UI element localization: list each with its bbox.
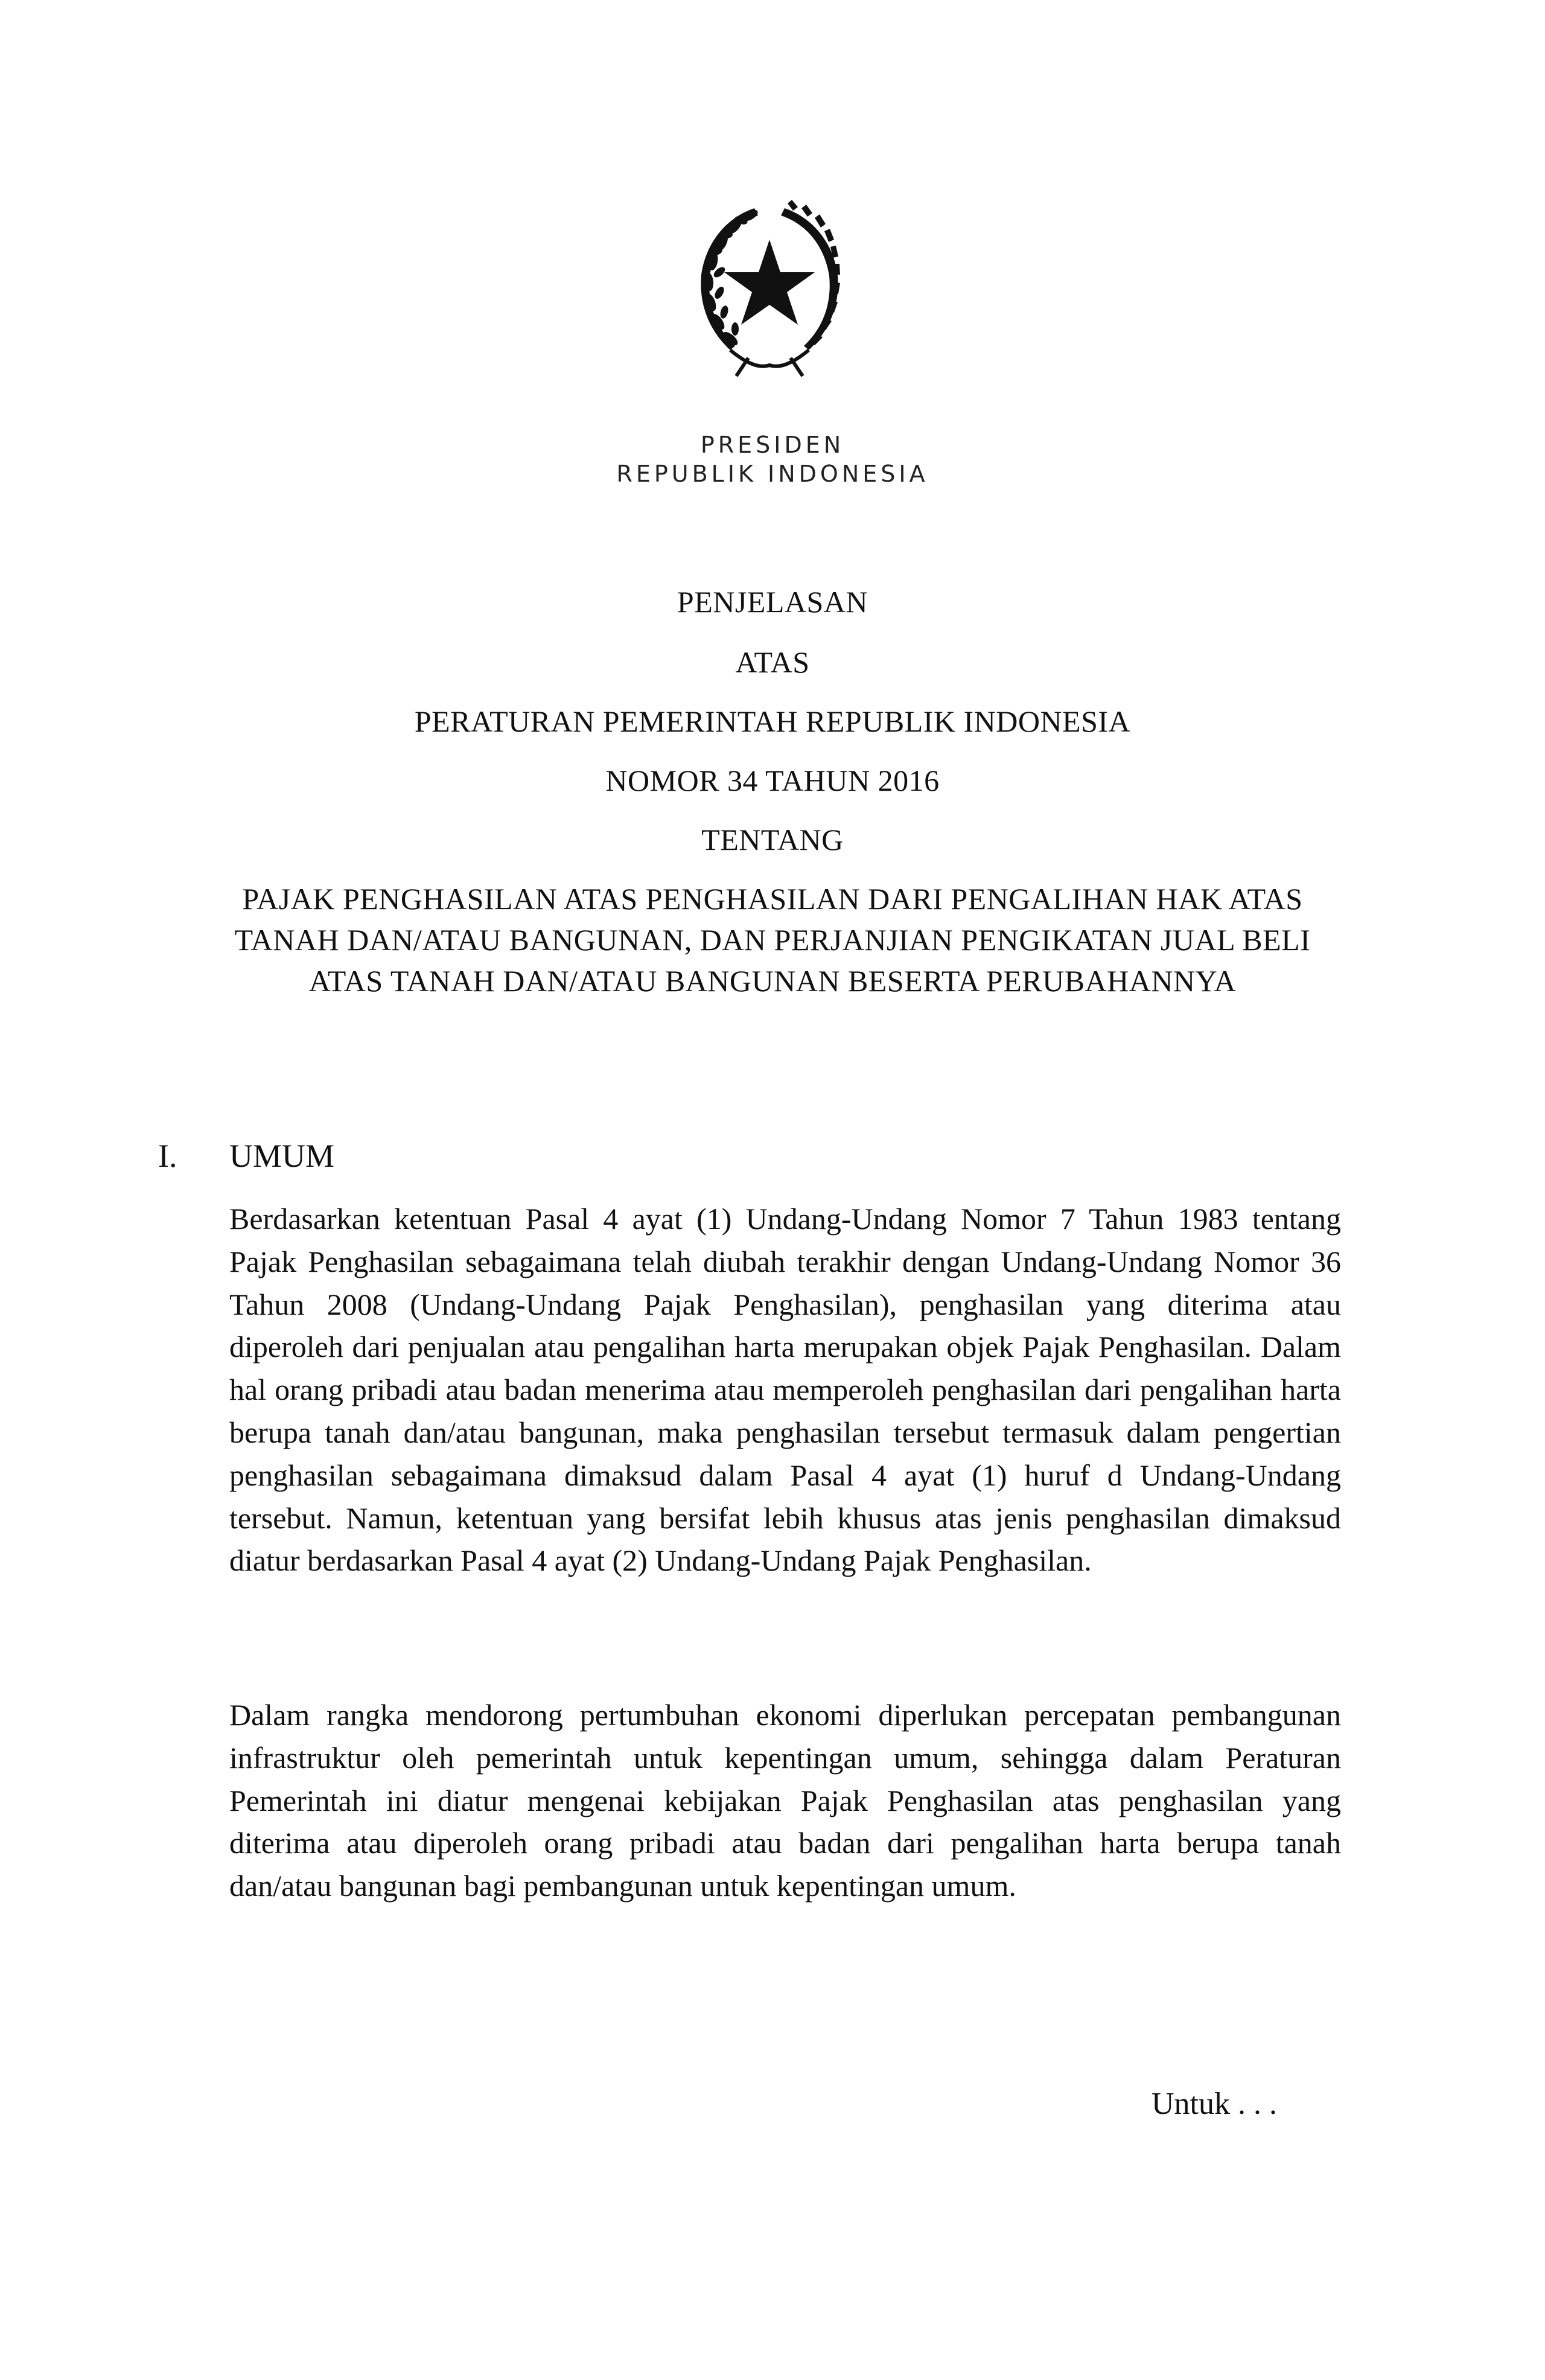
heading-regulation-name: PERATURAN PEMERINTAH REPUBLIK INDONESIA <box>414 704 1131 738</box>
section-number: I. <box>158 1138 177 1174</box>
body-paragraph-2: Dalam rangka mendorong pertumbuhan ekonomi diperlukan percepatan pembangunan infrastruktur oleh pemerintah untuk kepentingan umum, sehingga dalam Peraturan Pemerintah ini diatur mengenai kebijakan Pajak Penghasilan atas penghasilan yang diterima atau diperoleh orang pribadi atau badan dari pengalihan harta berupa tanah dan/atau bangunan bagi pembangunan untuk kepentingan umum. <box>229 1698 1341 1903</box>
heading-subject-line-2: TANAH DAN/ATAU BANGUNAN, DAN PERJANJIAN PENGIKATAN JUAL BELI <box>234 923 1311 957</box>
heading-penjelasan: PENJELASAN <box>677 585 868 619</box>
section-title: UMUM <box>229 1138 335 1174</box>
heading-tentang: TENTANG <box>701 823 844 857</box>
heading-subject-line-1: PAJAK PENGHASILAN ATAS PENGHASILAN DARI PENGALIHAN HAK ATAS <box>242 882 1303 916</box>
heading-subject-line-3: ATAS TANAH DAN/ATAU BANGUNAN BESERTA PERUBAHANNYA <box>308 964 1237 998</box>
body-paragraph-1: Berdasarkan ketentuan Pasal 4 ayat (1) Undang-Undang Nomor 7 Tahun 1983 tentang Pajak Penghasilan sebagaimana telah diubah terakhir dengan Undang-Undang Nomor 36 Tahun 2008 (Undang-Undang Pajak Penghasilan), penghasilan yang diterima atau diperoleh dari penjualan atau pengalihan harta merupakan objek Pajak Penghasilan. Dalam hal orang pribadi atau badan menerima atau memperoleh penghasilan dari pengalihan harta berupa tanah dan/atau bangunan, maka penghasilan tersebut termasuk dalam pengertian penghasilan sebagaimana dimaksud dalam Pasal 4 ayat (1) huruf d Undang-Undang tersebut. Namun, ketentuan yang bersifat lebih khusus atas jenis penghasilan dimaksud diatur berdasarkan Pasal 4 ayat (2) Undang-Undang Pajak Penghasilan. <box>229 1202 1341 1578</box>
letterhead-presiden: PRESIDEN <box>700 432 845 458</box>
heading-regulation-number: NOMOR 34 TAHUN 2016 <box>605 764 940 797</box>
garuda-star-wreath-emblem-icon <box>664 184 875 389</box>
page-continuation-marker: Untuk . . . <box>1152 2087 1277 2121</box>
letterhead-republik-indonesia: REPUBLIK INDONESIA <box>616 461 929 487</box>
heading-atas: ATAS <box>735 645 810 679</box>
